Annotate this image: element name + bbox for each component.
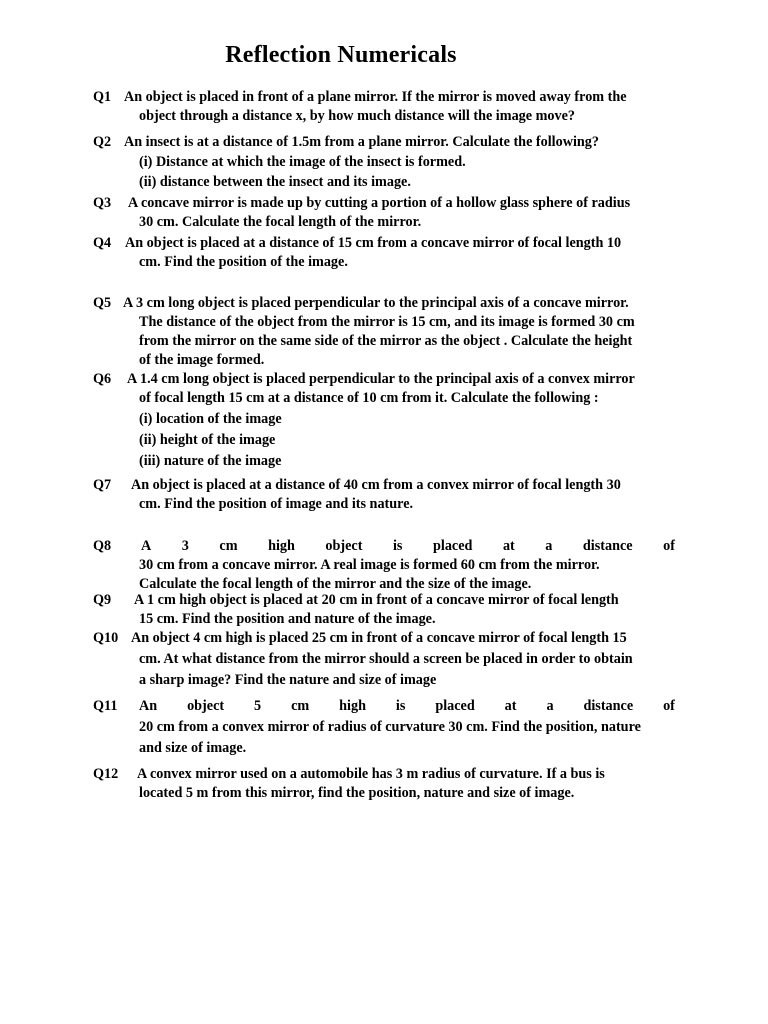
question-text-cont: 30 cm from a concave mirror. A real image is formed 60 cm from the mirror. xyxy=(139,557,600,573)
question-text: An object 4 cm high is placed 25 cm in front of a concave mirror of focal length 15 xyxy=(131,630,627,646)
question-number: Q4 xyxy=(93,235,112,251)
question-text-cont: of the image formed. xyxy=(139,352,265,368)
question-5 xyxy=(93,294,675,370)
question-text-cont: 20 cm from a convex mirror of radius of curvature 30 cm. Find the position, nature xyxy=(139,719,641,735)
question-text: An insect is at a distance of 1.5m from a plane mirror. Calculate the following? xyxy=(124,134,599,150)
question-number: Q6 xyxy=(93,371,112,387)
question-2 xyxy=(93,133,675,192)
question-text-cont: 30 cm. Calculate the focal length of the mirror. xyxy=(139,214,422,230)
question-1 xyxy=(93,88,675,126)
question-number: Q11 xyxy=(93,698,118,714)
question-text: A concave mirror is made up by cutting a portion of a hollow glass sphere of radius xyxy=(128,195,631,211)
question-text-cont: and size of image. xyxy=(139,740,247,756)
question-7 xyxy=(93,476,675,514)
question-text: An object is placed at a distance of 15 cm from a concave mirror of focal length 10 xyxy=(125,235,622,251)
question-text-cont: Calculate the focal length of the mirror and the size of the image. xyxy=(139,576,532,592)
question-number: Q12 xyxy=(93,766,119,782)
question-6 xyxy=(93,370,675,471)
question-subpart: (ii) height of the image xyxy=(139,432,276,448)
question-subpart: (i) Distance at which the image of the insect is formed. xyxy=(139,154,466,170)
question-text-cont: cm. At what distance from the mirror should a screen be placed in order to obtain xyxy=(139,651,633,667)
question-number: Q5 xyxy=(93,295,112,311)
question-9 xyxy=(93,591,675,629)
question-number: Q3 xyxy=(93,195,112,211)
question-text-cont: object through a distance x, by how much distance will the image move? xyxy=(139,108,575,124)
question-subpart: (iii) nature of the image xyxy=(139,453,282,469)
question-8 xyxy=(93,537,675,594)
question-number: Q1 xyxy=(93,89,112,105)
page-title: Reflection Numericals xyxy=(225,42,457,68)
question-11 xyxy=(93,696,675,759)
question-4 xyxy=(93,234,675,272)
question-text-cont: of focal length 15 cm at a distance of 10 cm from it. Calculate the following : xyxy=(139,390,599,406)
question-text-cont: 15 cm. Find the position and nature of the image. xyxy=(139,611,436,627)
question-number: Q8 xyxy=(93,538,112,554)
question-subpart: (ii) distance between the insect and its image. xyxy=(139,174,411,190)
question-text: A 3 cm long object is placed perpendicular to the principal axis of a concave mirror. xyxy=(123,295,629,311)
question-text: An object 5 cm high is placed at a distance of xyxy=(139,698,675,714)
question-text: An object is placed in front of a plane mirror. If the mirror is moved away from the xyxy=(124,89,627,105)
question-text: A convex mirror used on a automobile has 3 m radius of curvature. If a bus is xyxy=(137,766,605,782)
question-number: Q7 xyxy=(93,477,112,493)
question-text: A 1 cm high object is placed at 20 cm in front of a concave mirror of focal length xyxy=(134,592,619,608)
question-text: A 3 cm high object is placed at a distance of xyxy=(141,538,675,554)
question-text-cont: located 5 m from this mirror, find the position, nature and size of image. xyxy=(139,785,575,801)
question-text: A 1.4 cm long object is placed perpendicular to the principal axis of a convex mirror xyxy=(127,371,635,387)
question-text-cont: cm. Find the position of image and its nature. xyxy=(139,496,414,512)
question-text: An object is placed at a distance of 40 cm from a convex mirror of focal length 30 xyxy=(131,477,621,493)
question-number: Q2 xyxy=(93,134,112,150)
question-number: Q9 xyxy=(93,592,112,608)
question-text-cont: a sharp image? Find the nature and size of image xyxy=(139,672,437,688)
question-text-cont: from the mirror on the same side of the mirror as the object . Calculate the height xyxy=(139,333,633,349)
question-number: Q10 xyxy=(93,630,119,646)
question-subpart: (i) location of the image xyxy=(139,411,282,427)
question-10 xyxy=(93,628,675,691)
question-text-cont: The distance of the object from the mirror is 15 cm, and its image is formed 30 cm xyxy=(139,314,635,330)
question-12 xyxy=(93,765,675,803)
question-text-cont: cm. Find the position of the image. xyxy=(139,254,348,270)
question-3 xyxy=(93,194,675,232)
